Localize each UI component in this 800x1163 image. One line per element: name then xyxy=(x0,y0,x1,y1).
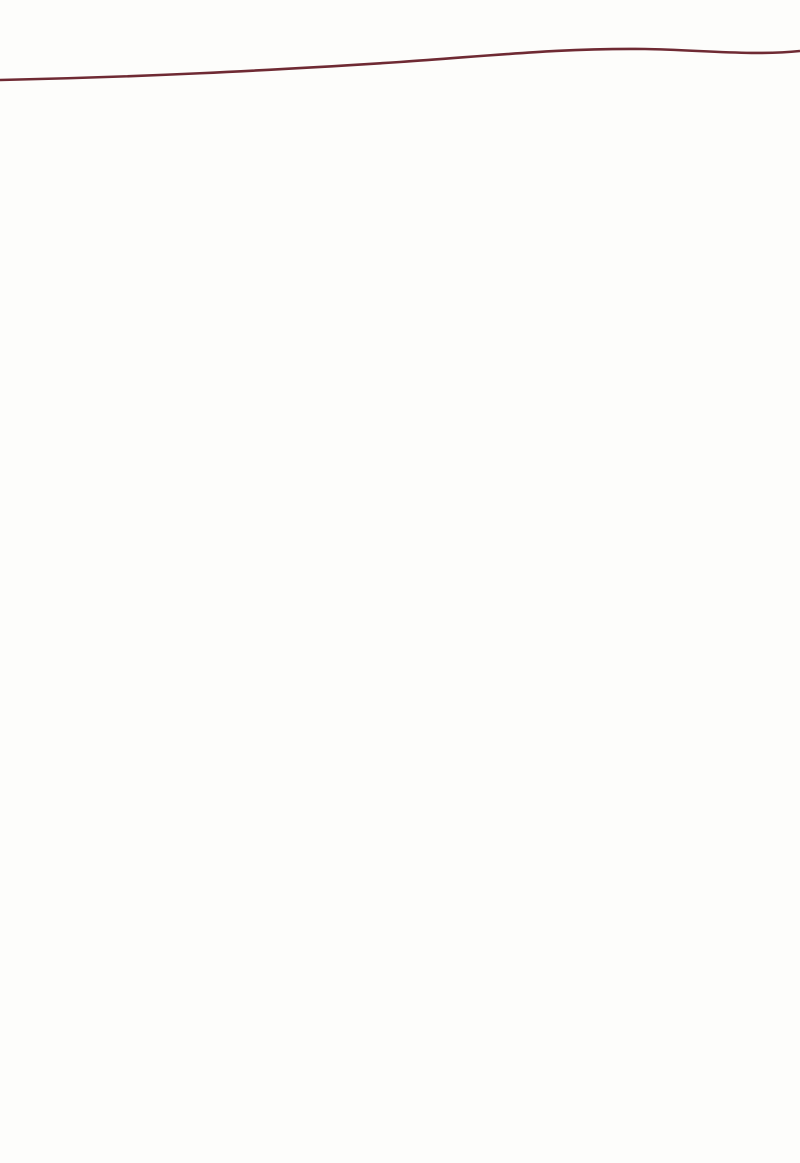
section-title xyxy=(75,324,95,349)
testimonials-section xyxy=(88,358,713,815)
header-wave-line xyxy=(0,0,800,96)
page-header xyxy=(0,0,800,96)
